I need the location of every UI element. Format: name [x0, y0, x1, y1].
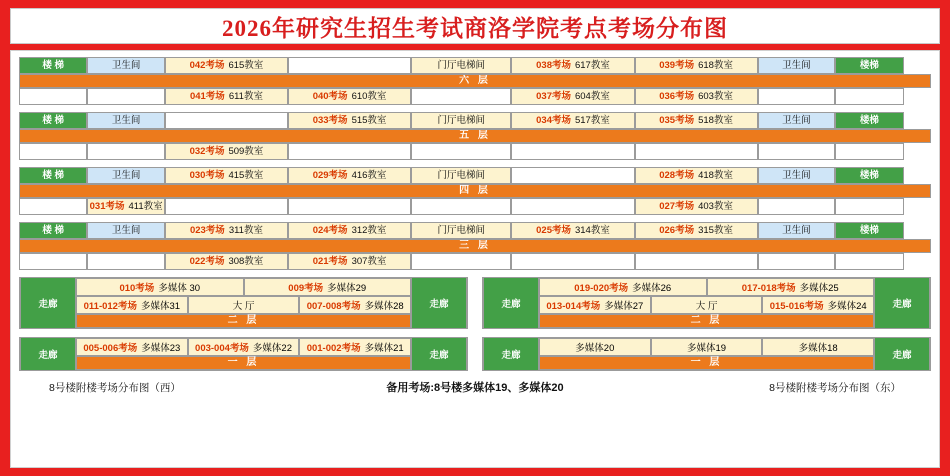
empty-cell — [87, 143, 165, 160]
empty-cell — [19, 143, 87, 160]
exam-room-cell: 023考场 311教室 — [165, 222, 288, 239]
exam-room-cell: 039考场 618教室 — [635, 57, 758, 74]
empty-cell — [835, 198, 903, 215]
elevator-lobby-cell: 门厅电梯间 — [411, 167, 511, 184]
elevator-lobby-cell: 门厅电梯间 — [411, 112, 511, 129]
elevator-lobby-cell: 门厅电梯间 — [411, 57, 511, 74]
hall-cell: 多媒体19 — [651, 338, 763, 356]
restroom-cell: 卫生间 — [87, 167, 165, 184]
floor-top-row — [19, 222, 931, 239]
stair-cell: 楼梯 — [835, 112, 903, 129]
restroom-cell: 卫生间 — [87, 57, 165, 74]
exam-room-cell: 007-008考场 多媒体28 — [299, 296, 411, 314]
hall-block — [19, 277, 468, 329]
floor-group — [19, 57, 931, 105]
empty-cell — [511, 198, 634, 215]
exam-room-cell: 001-002考场 多媒体21 — [299, 338, 411, 356]
empty-cell — [758, 88, 836, 105]
hall-row — [19, 277, 931, 329]
exam-room-cell: 026考场 315教室 — [635, 222, 758, 239]
hall-block — [482, 277, 931, 329]
corridor-right: 走廊 — [874, 338, 930, 370]
floor-top-row — [19, 57, 931, 74]
hall-middle — [76, 338, 411, 370]
stair-cell: 楼梯 — [835, 167, 903, 184]
exam-room-cell: 022考场 308教室 — [165, 253, 288, 270]
restroom-cell: 卫生间 — [758, 167, 836, 184]
hall-middle — [76, 278, 411, 328]
exam-room-cell: 003-004考场 多媒体22 — [188, 338, 300, 356]
floors-container — [19, 57, 931, 270]
corridor-left: 走廊 — [20, 278, 76, 328]
hall-middle — [539, 278, 874, 328]
floor-bottom-row — [19, 198, 931, 215]
captions-row — [19, 379, 931, 395]
exam-room-cell: 025考场 314教室 — [511, 222, 634, 239]
exam-room-cell: 017-018考场 多媒体25 — [707, 278, 875, 296]
empty-cell — [288, 143, 411, 160]
empty-cell — [165, 112, 288, 129]
stair-cell: 楼梯 — [835, 57, 903, 74]
empty-cell — [511, 143, 634, 160]
exam-room-cell: 041考场 611教室 — [165, 88, 288, 105]
exam-room-cell: 034考场 517教室 — [511, 112, 634, 129]
hall-cell: 大 厅 — [651, 296, 763, 314]
stair-cell: 楼 梯 — [19, 57, 87, 74]
hall-cell-row — [76, 338, 411, 356]
floor-label: 六 层 — [19, 74, 931, 88]
empty-cell — [87, 253, 165, 270]
hall-block — [19, 337, 468, 371]
empty-cell — [19, 253, 87, 270]
floor-label: 一 层 — [76, 356, 411, 370]
floor-top-row — [19, 167, 931, 184]
stair-cell: 楼 梯 — [19, 167, 87, 184]
empty-cell — [635, 143, 758, 160]
restroom-cell: 卫生间 — [758, 222, 836, 239]
restroom-cell: 卫生间 — [758, 112, 836, 129]
floor-bottom-row — [19, 143, 931, 160]
exam-room-cell: 015-016考场 多媒体24 — [762, 296, 874, 314]
exam-room-cell: 029考场 416教室 — [288, 167, 411, 184]
exam-room-cell: 040考场 610教室 — [288, 88, 411, 105]
exam-room-cell: 031考场 411教室 — [87, 198, 165, 215]
restroom-cell: 卫生间 — [87, 112, 165, 129]
empty-cell — [835, 253, 903, 270]
exam-room-cell: 027考场 403教室 — [635, 198, 758, 215]
empty-cell — [19, 88, 87, 105]
page-title: 2026年研究生招生考试商洛学院考点考场分布图 — [222, 15, 728, 41]
hall-cell: 大 厅 — [188, 296, 300, 314]
empty-cell — [635, 253, 758, 270]
exam-room-cell: 009考场 多媒体29 — [244, 278, 412, 296]
exam-room-cell: 033考场 515教室 — [288, 112, 411, 129]
caption-center: 备用考场:8号楼多媒体19、多媒体20 — [386, 382, 564, 394]
floor-label: 一 层 — [539, 356, 874, 370]
caption-left: 8号楼附楼考场分布图（西） — [49, 381, 181, 394]
exam-room-cell: 032考场 509教室 — [165, 143, 288, 160]
hall-cell: 多媒体18 — [762, 338, 874, 356]
title-bar — [10, 8, 940, 44]
empty-cell — [411, 198, 511, 215]
corridor-right: 走廊 — [411, 338, 467, 370]
empty-cell — [835, 88, 903, 105]
corridor-right: 走廊 — [874, 278, 930, 328]
floor-bottom-row — [19, 253, 931, 270]
floor-group — [19, 112, 931, 160]
exam-room-cell: 024考场 312教室 — [288, 222, 411, 239]
floor-group — [19, 167, 931, 215]
empty-cell — [511, 167, 634, 184]
floor-label: 二 层 — [539, 314, 874, 328]
hall-middle — [539, 338, 874, 370]
empty-cell — [758, 198, 836, 215]
elevator-lobby-cell: 门厅电梯间 — [411, 222, 511, 239]
empty-cell — [87, 88, 165, 105]
exam-room-cell: 005-006考场 多媒体23 — [76, 338, 188, 356]
hall-block — [482, 337, 931, 371]
exam-room-cell: 030考场 415教室 — [165, 167, 288, 184]
empty-cell — [411, 253, 511, 270]
stair-cell: 楼 梯 — [19, 222, 87, 239]
exam-room-cell: 038考场 617教室 — [511, 57, 634, 74]
empty-cell — [288, 198, 411, 215]
floor-top-row — [19, 112, 931, 129]
floor-label: 五 层 — [19, 129, 931, 143]
empty-cell — [758, 253, 836, 270]
corridor-left: 走廊 — [483, 278, 539, 328]
diagram-content — [10, 50, 940, 468]
exam-room-cell: 019-020考场 多媒体26 — [539, 278, 707, 296]
corridor-left: 走廊 — [483, 338, 539, 370]
exam-room-cell: 021考场 307教室 — [288, 253, 411, 270]
exam-room-cell: 028考场 418教室 — [635, 167, 758, 184]
restroom-cell: 卫生间 — [758, 57, 836, 74]
empty-cell — [758, 143, 836, 160]
exam-room-cell: 013-014考场 多媒体27 — [539, 296, 651, 314]
hall-cell-row — [539, 296, 874, 314]
halls-container — [19, 277, 931, 371]
hall-cell-row — [539, 338, 874, 356]
exam-room-cell: 035考场 518教室 — [635, 112, 758, 129]
floor-label: 四 层 — [19, 184, 931, 198]
empty-cell — [19, 198, 87, 215]
empty-cell — [165, 198, 288, 215]
floor-group — [19, 222, 931, 270]
hall-cell-row — [76, 278, 411, 296]
exam-room-cell: 011-012考场 多媒体31 — [76, 296, 188, 314]
empty-cell — [411, 88, 511, 105]
restroom-cell: 卫生间 — [87, 222, 165, 239]
corridor-left: 走廊 — [20, 338, 76, 370]
hall-row — [19, 337, 931, 371]
hall-cell: 多媒体20 — [539, 338, 651, 356]
stair-cell: 楼梯 — [835, 222, 903, 239]
floor-label: 三 层 — [19, 239, 931, 253]
exam-room-cell: 010考场 多媒体 30 — [76, 278, 244, 296]
corridor-right: 走廊 — [411, 278, 467, 328]
hall-cell-row — [539, 278, 874, 296]
floor-label: 二 层 — [76, 314, 411, 328]
floor-bottom-row — [19, 88, 931, 105]
empty-cell — [511, 253, 634, 270]
empty-cell — [835, 143, 903, 160]
caption-right: 8号楼附楼考场分布图（东） — [769, 381, 901, 394]
exam-room-cell: 036考场 603教室 — [635, 88, 758, 105]
stair-cell: 楼 梯 — [19, 112, 87, 129]
empty-cell — [288, 57, 411, 74]
empty-cell — [411, 143, 511, 160]
exam-room-cell: 037考场 604教室 — [511, 88, 634, 105]
exam-room-cell: 042考场 615教室 — [165, 57, 288, 74]
hall-cell-row — [76, 296, 411, 314]
